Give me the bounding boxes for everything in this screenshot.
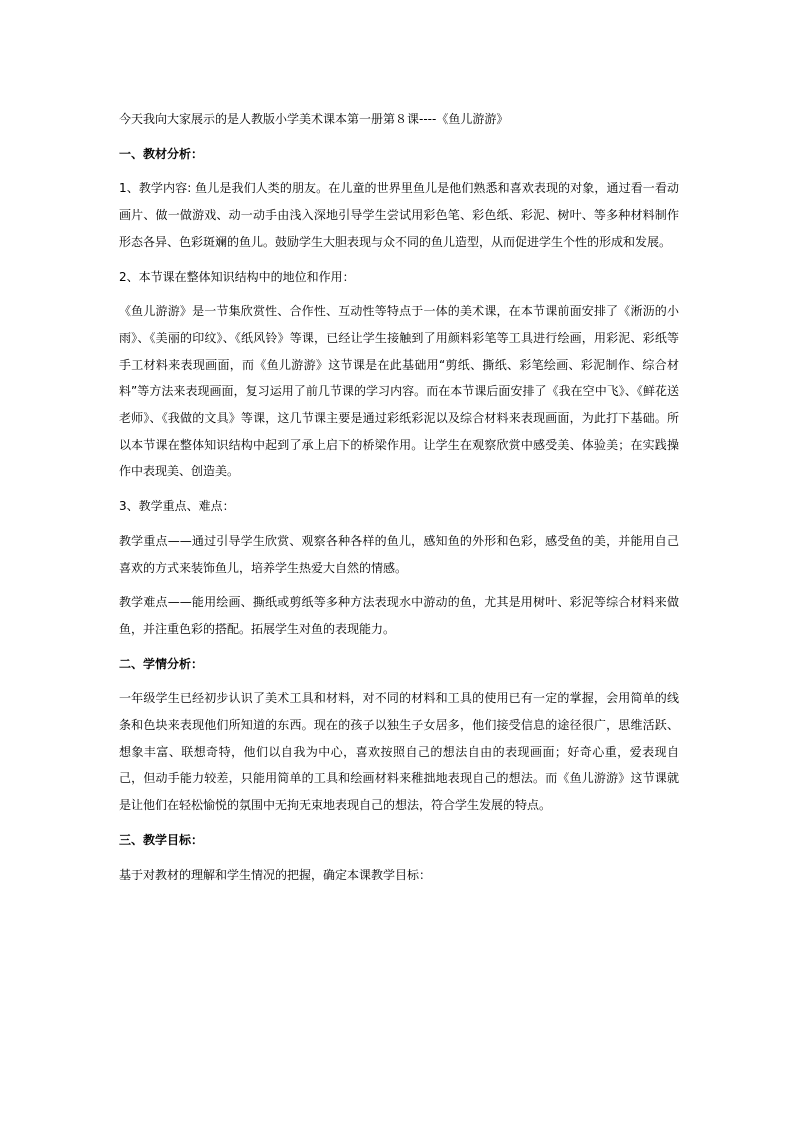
section-heading-teaching-goals: 三、教学目标： [119, 832, 204, 847]
document-page [119, 106, 679, 888]
paragraph-key-points-title: 3、教学重点、难点： [119, 499, 235, 514]
paragraph-student-analysis: 一年级学生已经初步认识了美术工具和材料，对不同的材料和工具的使用已有一定的掌握，会用简单的线条和色块来表现他们所知道的东西。现在的孩子以独生子女居多，他们接受信息的途径很广，思维活跃、想象丰富、联想奇特，他们以自我为中心，喜欢按照自己的想法自由的表现画面；好奇心重，爱表现自己，但动手能力较差，只能用简单的工具和绘画材料来稚拙地表现自己的想法。而《鱼儿游游》这节课就是让他们在轻松愉悦的氛围中无拘无束地表现自己的想法，符合学生发展的特点。 [119, 691, 679, 813]
paragraph-key-point: 教学重点——通过引导学生欣赏、观察各种各样的鱼儿，感知鱼的外形和色彩，感受鱼的美，并能用自己喜欢的方式来装饰鱼儿，培养学生热爱大自然的情感。 [119, 533, 679, 575]
paragraph-position-title: 2、本节课在整体知识结构中的地位和作用： [119, 269, 355, 284]
paragraph-position-body: 《鱼儿游游》是一节集欣赏性、合作性、互动性等特点于一体的美术课，在本节课前面安排了《淅沥的小雨》、《美丽的印纹》、《纸风铃》等课，已经让学生接触到了用颜料彩笔等工具进行绘画，用彩泥、彩纸等手工材料来表现画面，而《鱼儿游游》这节课是在此基础用“剪纸、撕纸、彩笔绘画、彩泥制作、综合材料”等方法来表现画面，复习运用了前几节课的学习内容。而在本节课后面安排了《我在空中飞》、《鲜花送老师》、《我做的文具》等课，这几节课主要是通过彩纸彩泥以及综合材料来表现画面，为此打下基础。所以本节课在整体知识结构中起到了承上启下的桥梁作用。让学生在观察欣赏中感受美、体验美；在实践操作中表现美、创造美。 [119, 304, 679, 479]
section-heading-textbook-analysis: 一、教材分析： [119, 146, 204, 161]
paragraph-teaching-goals: 基于对教材的理解和学生情况的把握，确定本课教学目标： [119, 867, 432, 882]
section-heading-student-analysis: 二、学情分析： [119, 656, 204, 671]
paragraph-difficult-point: 教学难点——能用绘画、撕纸或剪纸等多种方法表现水中游动的鱼，尤其是用树叶、彩泥等综合材料来做鱼，并注重色彩的搭配。拓展学生对鱼的表现能力。 [119, 595, 679, 636]
intro-line: 今天我向大家展示的是人教版小学美术课本第一册第８课----《鱼儿游游》 [119, 112, 509, 126]
paragraph-teaching-content: 1、教学内容: 鱼儿是我们人类的朋友。在儿童的世界里鱼儿是他们熟悉和喜欢表现的对象，通过看一看动画片、做一做游戏、动一动手由浅入深地引导学生尝试用彩色笔、彩色纸、彩泥、树叶、等多种材料制作形态各异、色彩斑斓的鱼儿。鼓励学生大胆表现与众不同的鱼儿造型，从而促进学生个性的形成和发展。 [119, 181, 679, 249]
